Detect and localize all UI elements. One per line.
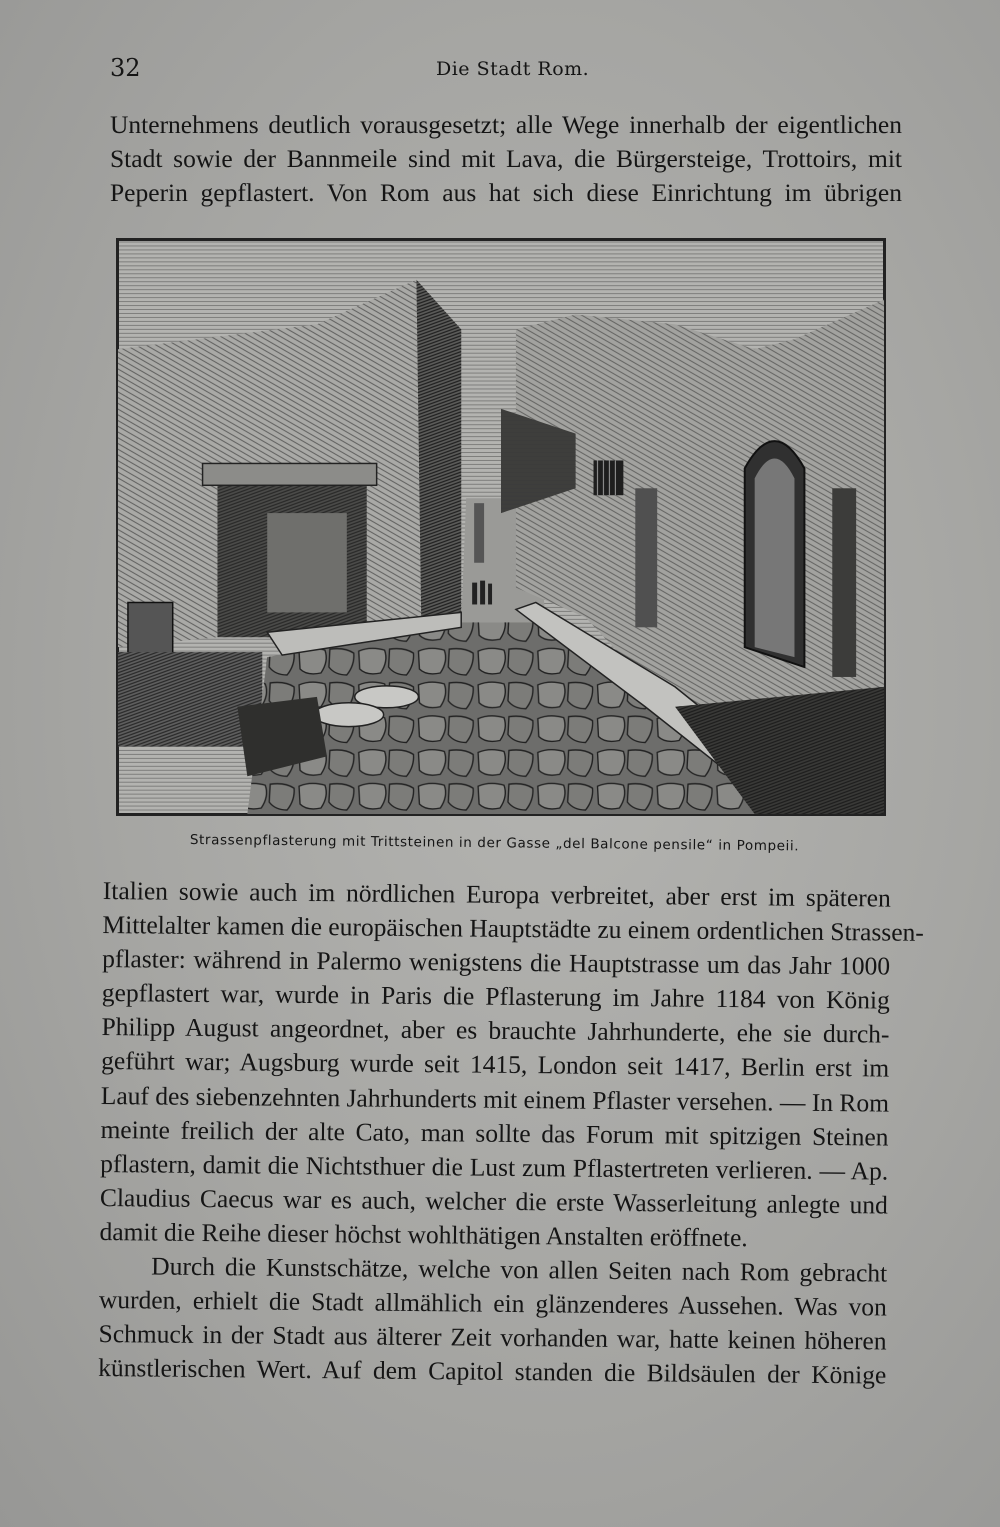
text-line: Mittelalter kamen die europäischen Hauptstädte zu einem ordentlichen Strassen- [102, 910, 925, 947]
running-title: Die Stadt Rom. [436, 58, 590, 80]
text-line: Unternehmens deutlich vorausgesetzt; alle Wege innerhalb der eigentlichen [110, 110, 902, 139]
text-line: geführt war; Augsburg wurde seit 1415, London seit 1417, Berlin erst im [101, 1046, 890, 1084]
street-scene-engraving [118, 240, 884, 814]
page-number: 32 [110, 54, 141, 82]
page-header [110, 52, 900, 86]
paragraph-body [98, 874, 925, 1393]
text-line: pflaster: während in Palermo wenigstens die Hauptstrasse um das Jahr 1000 [102, 944, 891, 981]
text-line: meinte freilich der alte Cato, man sollte das Forum mit spitzigen Steinen [100, 1114, 889, 1152]
text-line: gepflastert war, wurde in Paris die Pflasterung im Jahre 1184 von König [101, 978, 890, 1015]
text-line: pflastern, damit die Nichtsthuer die Lust zum Pflastertreten verlieren. — Ap. [100, 1148, 889, 1186]
text-line: Philipp August angeordnet, aber es brauchte Jahrhunderte, ehe sie durch- [101, 1012, 890, 1049]
text-line: Claudius Caecus war es auch, welcher die erste Wasserleitung anlegte und [99, 1182, 888, 1220]
text-line: wurden, erhielt die Stadt allmählich ein glänzenderes Aussehen. Was von [98, 1285, 888, 1322]
text-line: Italien sowie auch im nördlichen Europa verbreitet, aber erst im späteren [102, 875, 891, 913]
text-line: Stadt sowie der Bannmeile sind mit Lava, die Bürgersteige, Trottoirs, mit [110, 144, 902, 173]
figure-caption: Strassenpflasterung mit Trittsteinen in der Gasse „del Balcone pensile“ in Pompeii. [189, 832, 800, 855]
engraving-illustration [116, 238, 886, 816]
text-line: damit die Reihe dieser höchst wohlthätigen Anstalten eröffnete. [99, 1216, 748, 1253]
text-line: Peperin gepflastert. Von Rom aus hat sich diese Einrichtung im übrigen [110, 178, 902, 207]
paragraph-top [110, 108, 902, 210]
text-line: Durch die Kunstschätze, welche von allen Seiten nach Rom gebracht [151, 1251, 888, 1288]
text-line: Schmuck in der Stadt aus älterer Zeit vorhanden war, hatte keinen höheren [98, 1319, 887, 1356]
text-line: Lauf des siebenzehnten Jahrhunderts mit einem Pflaster versehen. — In Rom [100, 1080, 890, 1118]
text-line: künstlerischen Wert. Auf dem Capitol standen die Bildsäulen der Könige [98, 1353, 887, 1390]
